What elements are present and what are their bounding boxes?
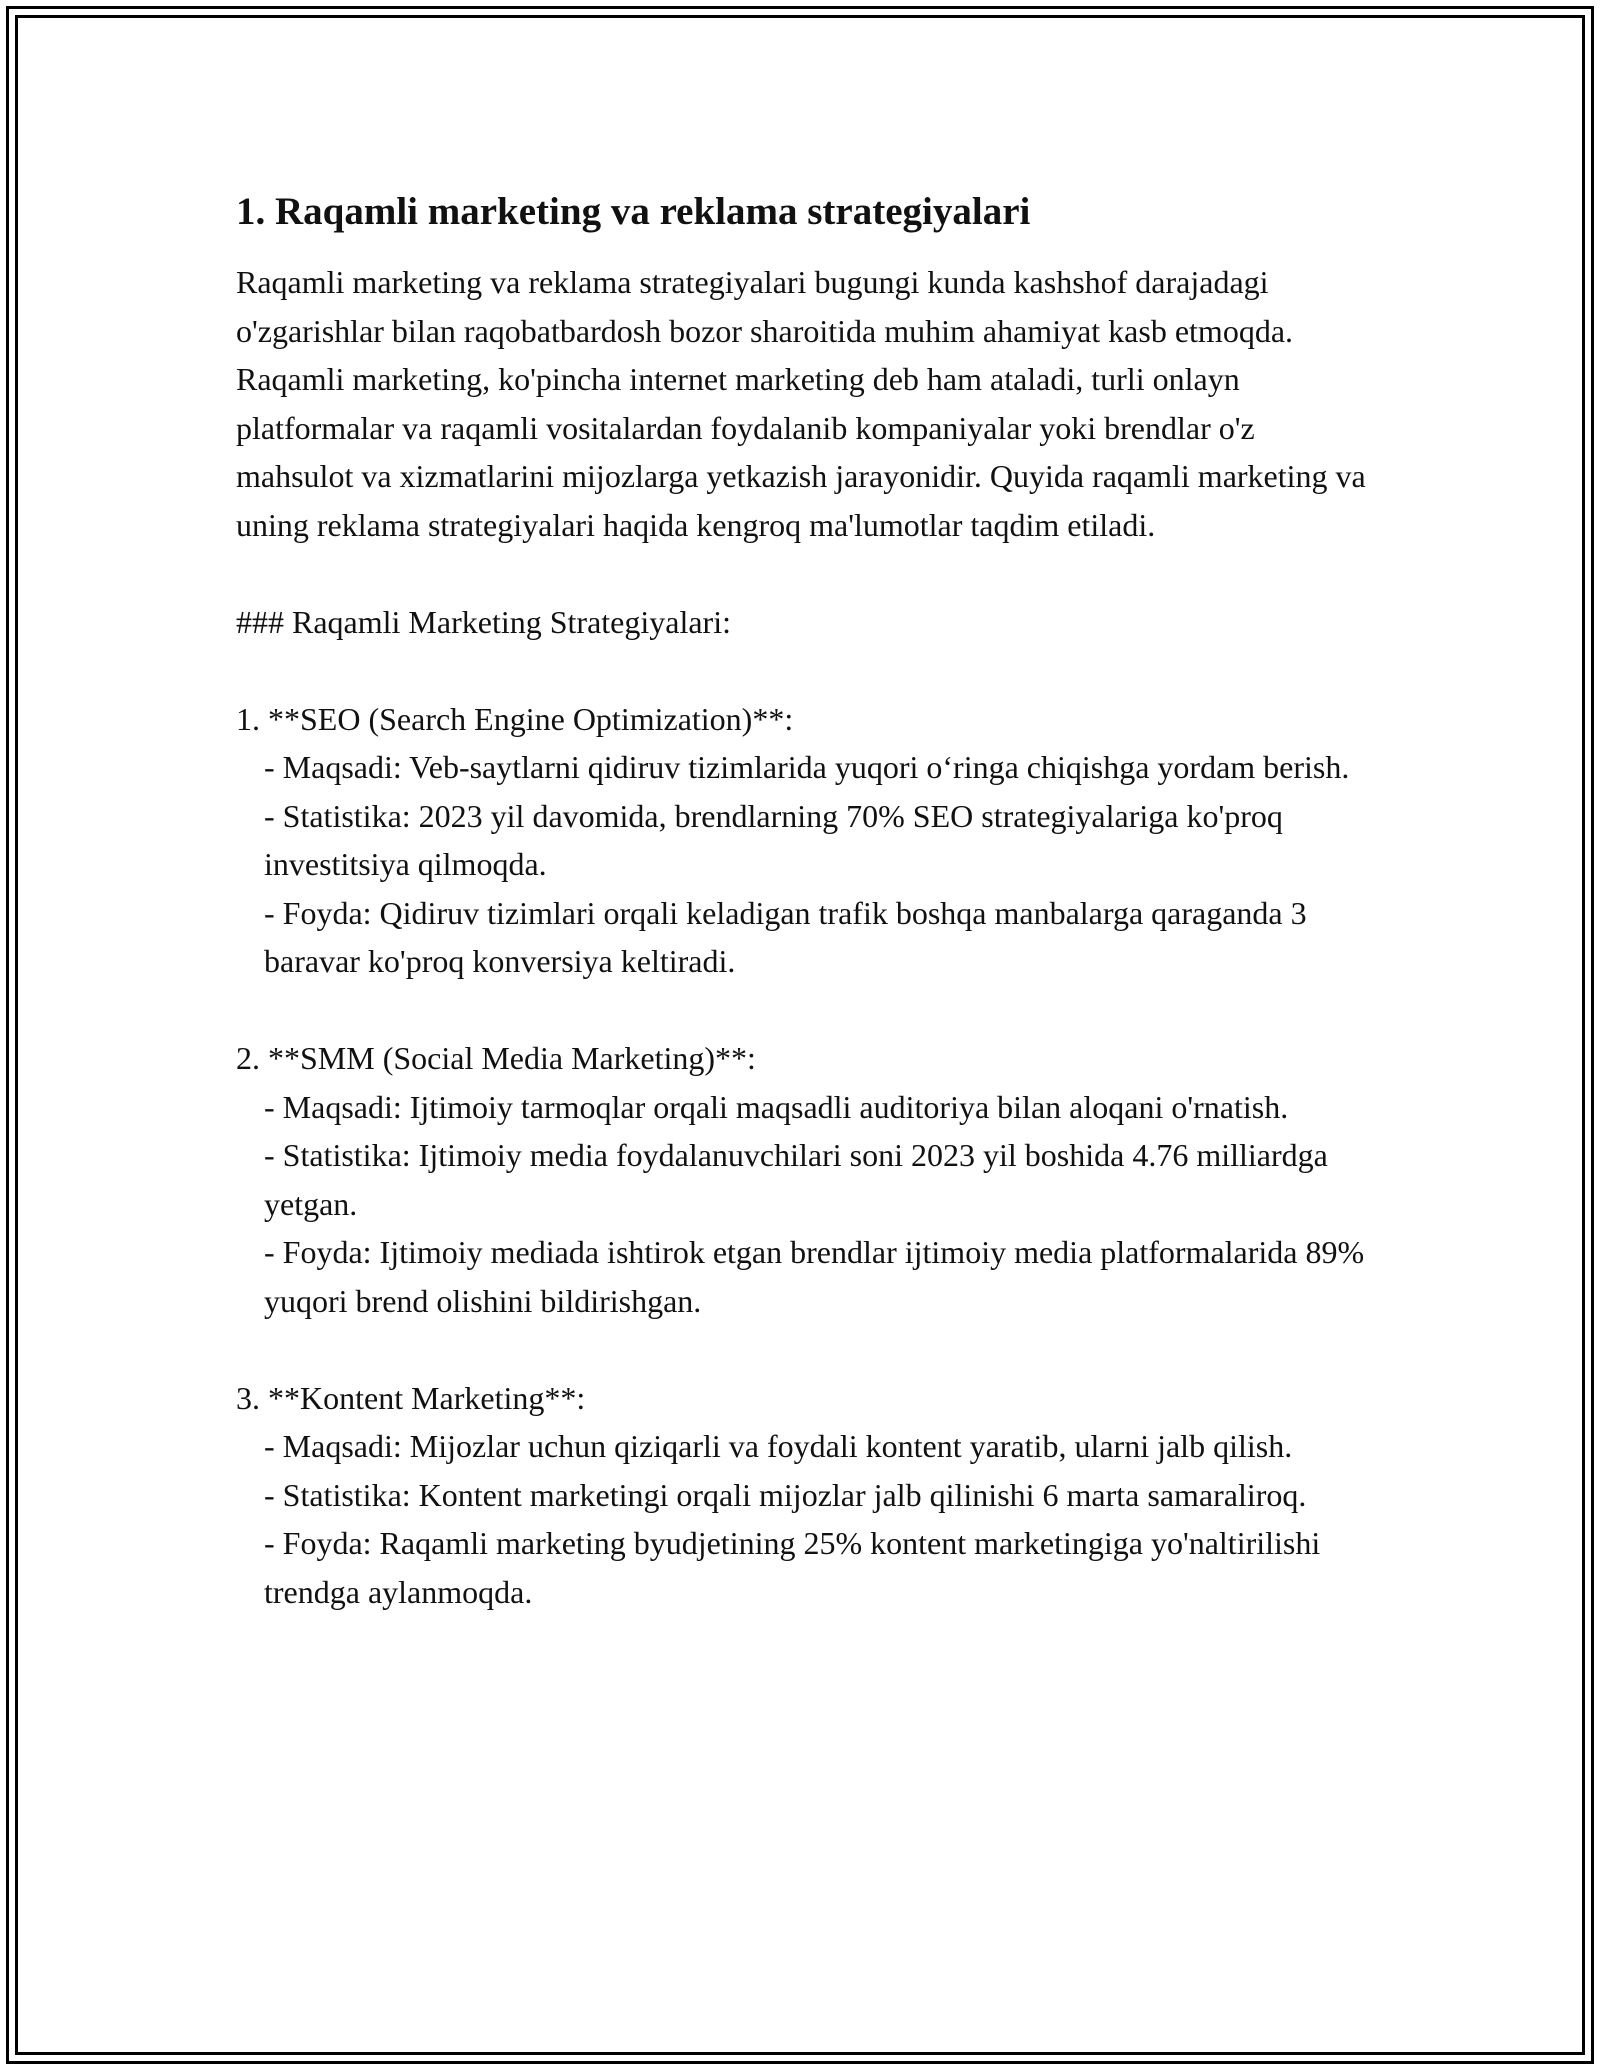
strategy-item-content-marketing xyxy=(236,1374,1376,1617)
strategy-benefit: - Foyda: Qidiruv tizimlari orqali keladigan trafik boshqa manbalarga qaraganda 3 baravar ko'proq konversiya keltiradi. xyxy=(264,894,1315,979)
strategy-heading: 2. **SMM (Social Media Marketing)**: xyxy=(236,1040,756,1076)
strategy-stat: - Statistika: 2023 yil davomida, brendlarning 70% SEO strategiyalariga ko'proq investitsiya qilmoqda. xyxy=(264,797,1291,882)
strategy-benefit: - Foyda: Raqamli marketing byudjetining 25% kontent marketingiga yo'naltirilishi trendga aylanmoqda. xyxy=(264,1525,1329,1610)
section-heading: ### Raqamli Marketing Strategiyalari: xyxy=(236,603,731,640)
strategy-goal: - Maqsadi: Ijtimoiy tarmoqlar orqali maqsadli auditoriya bilan aloqani o'rnatish. xyxy=(264,1088,1289,1125)
document-title: 1. Raqamli marketing va reklama strategiyalari xyxy=(236,190,1031,233)
spacer xyxy=(236,986,1376,1035)
strategy-goal: - Maqsadi: Veb-saytlarni qidiruv tizimlarida yuqori o‘ringa chiqishga yordam berish. xyxy=(264,749,1350,785)
strategy-item-smm xyxy=(236,1034,1376,1325)
intro-paragraph: Raqamli marketing va reklama strategiyalari bugungi kunda kashshof darajadagi o'zgarishlar bilan raqobatbardosh bozor sharoitida muhim ahamiyat kasb etmoqda. Raqamli marketing, ko'pincha internet marketing deb ham ataladi, turli onlayn platformalar va raqamli vositalardan foydalanib kompaniyalar yoki brendlar o'z mahsulot va xizmatlarini mijozlarga yetkazish jarayonidir. Quyida raqamli marketing va uning reklama strategiyalari haqida kengroq ma'lumotlar taqdim etiladi. xyxy=(236,264,1374,543)
strategy-heading: 1. **SEO (Search Engine Optimization)**: xyxy=(236,700,794,737)
strategy-heading: 3. **Kontent Marketing**: xyxy=(236,1379,586,1416)
strategy-benefit: - Foyda: Ijtimoiy mediada ishtirok etgan brendlar ijtimoiy media platformalarida 89% yuqori brend olishini bildirishgan. xyxy=(264,1234,1373,1319)
strategy-item-seo xyxy=(236,695,1376,986)
document-body xyxy=(236,186,1376,1616)
strategy-stat: - Statistika: Ijtimoiy media foydalanuvchilari soni 2023 yil boshida 4.76 milliardga yetgan. xyxy=(264,1137,1336,1222)
strategy-stat: - Statistika: Kontent marketingi orqali mijozlar jalb qilinishi 6 marta samaraliroq. xyxy=(264,1476,1307,1513)
strategy-goal: - Maqsadi: Mijozlar uchun qiziqarli va foydali kontent yaratib, ularni jalb qilish. xyxy=(264,1428,1293,1464)
spacer xyxy=(236,1325,1376,1374)
spacer xyxy=(236,549,1376,598)
spacer xyxy=(236,646,1376,695)
